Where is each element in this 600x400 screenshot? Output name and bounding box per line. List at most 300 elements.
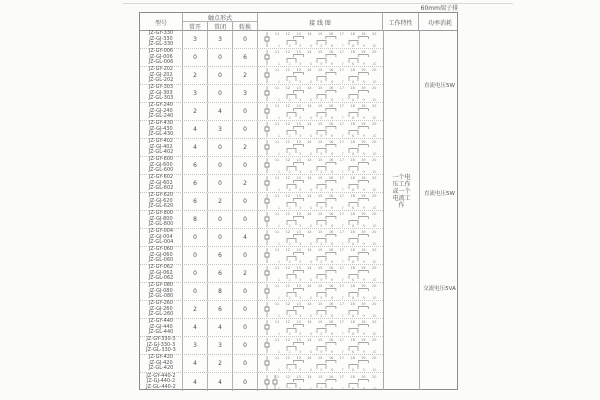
svg-text:15: 15 bbox=[318, 230, 323, 234]
svg-text:16: 16 bbox=[328, 50, 334, 54]
svg-text:16: 16 bbox=[328, 68, 334, 72]
svg-text:13: 13 bbox=[296, 230, 301, 234]
table-row bbox=[140, 337, 383, 355]
svg-text:19: 19 bbox=[361, 176, 366, 180]
svg-text:1: 1 bbox=[277, 368, 281, 372]
svg-text:3: 3 bbox=[299, 350, 302, 354]
svg-text:14: 14 bbox=[307, 158, 312, 162]
wiring-diagram-svg bbox=[260, 103, 381, 120]
svg-text:6: 6 bbox=[330, 260, 334, 264]
svg-text:2: 2 bbox=[288, 206, 291, 210]
wiring-diagram-svg bbox=[260, 85, 381, 102]
svg-text:18: 18 bbox=[350, 32, 355, 36]
svg-text:12: 12 bbox=[285, 266, 290, 270]
header-normally-open: 常开 bbox=[183, 22, 208, 31]
svg-text:11: 11 bbox=[274, 356, 280, 360]
svg-text:19: 19 bbox=[361, 374, 366, 379]
count-changeover: 0 bbox=[233, 157, 258, 174]
working-column bbox=[383, 31, 419, 390]
svg-text:2: 2 bbox=[288, 332, 291, 336]
svg-text:3: 3 bbox=[299, 224, 302, 228]
model-number: JZ-GL-420 bbox=[148, 365, 174, 372]
svg-text:9: 9 bbox=[362, 206, 365, 210]
count-normally-open: 2 bbox=[183, 103, 208, 120]
svg-text:4: 4 bbox=[309, 98, 312, 102]
svg-text:5: 5 bbox=[320, 242, 323, 246]
svg-text:13: 13 bbox=[296, 86, 301, 90]
table-row bbox=[140, 193, 383, 211]
svg-text:16: 16 bbox=[328, 212, 334, 216]
svg-text:9: 9 bbox=[362, 314, 365, 318]
count-normally-closed: 0 bbox=[208, 49, 233, 66]
svg-text:3: 3 bbox=[299, 242, 302, 246]
svg-text:13: 13 bbox=[296, 374, 301, 379]
model-number: JZ-GY-240 bbox=[148, 102, 174, 109]
count-changeover: 0 bbox=[233, 301, 258, 318]
svg-text:18: 18 bbox=[350, 212, 355, 216]
model-number: JZ-GL-006 bbox=[148, 59, 174, 66]
svg-text:1: 1 bbox=[277, 206, 281, 210]
count-changeover: 0 bbox=[233, 211, 258, 228]
model-number: JZ-GL-600 bbox=[148, 167, 174, 174]
svg-text:11: 11 bbox=[274, 50, 280, 54]
svg-text:16: 16 bbox=[328, 338, 334, 342]
svg-text:20: 20 bbox=[372, 86, 377, 90]
wiring-diagram-cell bbox=[258, 301, 383, 318]
svg-text:12: 12 bbox=[285, 50, 290, 54]
svg-text:13: 13 bbox=[296, 176, 301, 180]
svg-text:18: 18 bbox=[350, 68, 355, 72]
model-number: JZ-GL-330-3 bbox=[146, 347, 176, 354]
svg-text:3: 3 bbox=[299, 296, 302, 300]
model-number: JZ-GJ-330-3 bbox=[146, 341, 176, 348]
table-row bbox=[140, 85, 383, 103]
header-changeover: 转换 bbox=[233, 22, 258, 31]
svg-text:20: 20 bbox=[372, 248, 377, 252]
svg-text:8: 8 bbox=[352, 296, 355, 300]
table-row bbox=[140, 67, 383, 85]
count-normally-closed: 0 bbox=[208, 67, 233, 84]
model-number: JZ-GY-402 bbox=[148, 138, 174, 145]
svg-text:20: 20 bbox=[372, 68, 377, 72]
svg-text:4: 4 bbox=[309, 152, 312, 156]
svg-text:5: 5 bbox=[320, 152, 323, 156]
svg-text:1: 1 bbox=[277, 80, 281, 84]
svg-text:8: 8 bbox=[352, 98, 355, 102]
svg-text:6: 6 bbox=[330, 314, 334, 318]
model-number: JZ-GJ-060 bbox=[149, 251, 173, 258]
svg-text:12: 12 bbox=[285, 374, 290, 379]
model-number: JZ-GL-240 bbox=[148, 113, 174, 120]
svg-text:14: 14 bbox=[307, 212, 312, 216]
header-normally-closed: 常闭 bbox=[208, 22, 233, 31]
svg-text:15: 15 bbox=[318, 140, 323, 144]
svg-text:19: 19 bbox=[361, 122, 366, 126]
svg-text:7: 7 bbox=[341, 188, 344, 192]
svg-text:17: 17 bbox=[339, 104, 344, 108]
model-cell bbox=[140, 193, 183, 210]
count-normally-open: 4 bbox=[183, 319, 208, 336]
svg-text:4: 4 bbox=[309, 368, 312, 372]
svg-text:13: 13 bbox=[296, 212, 301, 216]
svg-text:9: 9 bbox=[362, 368, 365, 372]
svg-text:7: 7 bbox=[341, 278, 344, 282]
wiring-diagram-svg bbox=[260, 67, 381, 84]
wiring-diagram-svg bbox=[260, 265, 381, 282]
svg-text:12: 12 bbox=[285, 86, 290, 90]
model-cell bbox=[140, 211, 183, 228]
header-power: 功率消耗 bbox=[427, 19, 452, 27]
svg-text:3: 3 bbox=[299, 170, 302, 174]
svg-text:10: 10 bbox=[372, 44, 377, 48]
svg-text:17: 17 bbox=[339, 140, 344, 144]
svg-text:12: 12 bbox=[285, 32, 290, 36]
model-cell bbox=[140, 229, 183, 246]
svg-text:1: 1 bbox=[277, 314, 281, 318]
svg-text:11: 11 bbox=[274, 176, 280, 180]
svg-text:20: 20 bbox=[372, 266, 377, 270]
svg-text:4: 4 bbox=[309, 278, 312, 282]
svg-text:2: 2 bbox=[288, 44, 291, 48]
count-changeover: 0 bbox=[233, 31, 258, 48]
model-number: JZ-GJ-260 bbox=[149, 305, 173, 312]
model-cell bbox=[140, 103, 183, 120]
count-normally-closed: 3 bbox=[208, 121, 233, 138]
svg-text:8: 8 bbox=[352, 170, 355, 174]
svg-text:14: 14 bbox=[307, 68, 312, 72]
svg-text:4: 4 bbox=[309, 170, 312, 174]
svg-text:19: 19 bbox=[361, 320, 366, 324]
svg-text:13: 13 bbox=[296, 68, 301, 72]
model-number: JZ-GY-303 bbox=[148, 84, 174, 91]
svg-text:5: 5 bbox=[320, 134, 323, 138]
svg-text:14: 14 bbox=[307, 50, 312, 54]
svg-text:19: 19 bbox=[361, 266, 366, 270]
model-cell bbox=[140, 49, 183, 66]
svg-text:5: 5 bbox=[320, 80, 323, 84]
svg-text:10: 10 bbox=[372, 350, 377, 354]
count-changeover: 2 bbox=[233, 139, 258, 156]
svg-text:9: 9 bbox=[362, 296, 365, 300]
table-row bbox=[140, 319, 383, 337]
count-changeover: 0 bbox=[233, 337, 258, 354]
model-number: JZ-GJ-004 bbox=[149, 233, 173, 240]
table-row bbox=[140, 103, 383, 121]
model-number: JZ-GJ-240 bbox=[149, 107, 173, 114]
svg-text:7: 7 bbox=[341, 206, 344, 210]
svg-text:10: 10 bbox=[372, 368, 377, 372]
table-row bbox=[140, 175, 383, 193]
svg-text:8: 8 bbox=[352, 134, 355, 138]
svg-text:5: 5 bbox=[320, 368, 323, 372]
svg-text:2: 2 bbox=[288, 98, 291, 102]
svg-text:9: 9 bbox=[362, 62, 365, 66]
wiring-diagram-cell bbox=[258, 121, 383, 138]
svg-text:13: 13 bbox=[296, 104, 301, 108]
spec-table bbox=[139, 12, 458, 390]
count-normally-open: 3 bbox=[183, 85, 208, 102]
svg-text:17: 17 bbox=[339, 230, 344, 234]
svg-text:9: 9 bbox=[362, 350, 365, 354]
svg-text:18: 18 bbox=[350, 338, 355, 342]
count-normally-open: 4 bbox=[183, 121, 208, 138]
svg-text:3: 3 bbox=[299, 44, 302, 48]
svg-text:6: 6 bbox=[330, 296, 334, 300]
svg-text:20: 20 bbox=[372, 140, 377, 144]
svg-text:1: 1 bbox=[277, 188, 281, 192]
model-number: JZ-GY-800 bbox=[148, 210, 174, 217]
count-normally-open: 8 bbox=[183, 211, 208, 228]
model-number: JZ-GJ-062 bbox=[149, 269, 173, 276]
model-cell bbox=[140, 85, 183, 102]
svg-text:16: 16 bbox=[328, 104, 334, 108]
model-number: JZ-GL-620 bbox=[148, 203, 174, 210]
svg-text:6: 6 bbox=[330, 242, 334, 246]
model-number: JZ-GY-006 bbox=[148, 48, 174, 55]
count-changeover: 0 bbox=[233, 247, 258, 264]
model-number: JZ-GL-202 bbox=[148, 77, 174, 84]
svg-text:17: 17 bbox=[339, 176, 344, 180]
svg-text:2: 2 bbox=[288, 368, 291, 372]
svg-text:11: 11 bbox=[274, 302, 280, 306]
svg-text:7: 7 bbox=[341, 314, 344, 318]
model-number: JZ-GJ-420 bbox=[149, 359, 173, 366]
table-row bbox=[140, 211, 383, 229]
svg-text:5: 5 bbox=[320, 332, 323, 336]
svg-text:17: 17 bbox=[339, 284, 344, 288]
svg-text:2: 2 bbox=[288, 278, 291, 282]
svg-text:10: 10 bbox=[372, 116, 377, 120]
svg-text:1: 1 bbox=[277, 332, 281, 336]
svg-text:9: 9 bbox=[362, 134, 365, 138]
model-number: JZ-GY-440 bbox=[148, 318, 174, 325]
count-normally-closed: 0 bbox=[208, 139, 233, 156]
count-normally-open: 4 bbox=[183, 355, 208, 372]
model-number: JZ-GY-060 bbox=[148, 246, 174, 253]
svg-text:11: 11 bbox=[274, 158, 280, 162]
svg-text:10: 10 bbox=[372, 188, 377, 192]
svg-text:16: 16 bbox=[328, 122, 334, 126]
svg-text:8: 8 bbox=[352, 350, 355, 354]
svg-text:20: 20 bbox=[372, 212, 377, 216]
header-wiring: 接 线 图 bbox=[258, 13, 383, 31]
wiring-diagram-svg bbox=[260, 31, 381, 48]
wiring-diagram-svg bbox=[260, 211, 381, 228]
wiring-diagram-svg bbox=[260, 374, 381, 391]
svg-text:12: 12 bbox=[285, 158, 290, 162]
svg-text:7: 7 bbox=[341, 116, 344, 120]
wiring-diagram-svg bbox=[260, 301, 381, 318]
model-number: JZ-GJ-330 bbox=[149, 35, 173, 42]
count-normally-closed: 6 bbox=[208, 247, 233, 264]
wiring-diagram-svg bbox=[260, 139, 381, 156]
svg-text:16: 16 bbox=[328, 176, 334, 180]
count-normally-closed: 6 bbox=[208, 265, 233, 282]
svg-text:5: 5 bbox=[320, 224, 323, 228]
model-number: JZ-GL-602 bbox=[148, 185, 174, 192]
model-number: JZ-GJ-402 bbox=[149, 143, 173, 150]
wiring-diagram-cell bbox=[258, 157, 383, 174]
wiring-diagram-cell bbox=[258, 103, 383, 120]
svg-text:19: 19 bbox=[361, 158, 366, 162]
svg-text:6: 6 bbox=[330, 350, 334, 354]
svg-text:3: 3 bbox=[299, 314, 302, 318]
model-number: JZ-GL-800 bbox=[148, 221, 174, 228]
count-normally-closed: 6 bbox=[208, 301, 233, 318]
svg-text:7: 7 bbox=[341, 134, 344, 138]
svg-text:7: 7 bbox=[341, 368, 344, 372]
svg-text:19: 19 bbox=[361, 86, 366, 90]
svg-text:4: 4 bbox=[309, 206, 312, 210]
svg-text:10: 10 bbox=[372, 170, 377, 174]
svg-text:6: 6 bbox=[330, 98, 334, 102]
svg-text:5: 5 bbox=[320, 350, 323, 354]
svg-text:17: 17 bbox=[339, 122, 344, 126]
model-cell bbox=[140, 301, 183, 318]
svg-text:20: 20 bbox=[372, 338, 377, 342]
svg-text:2: 2 bbox=[288, 170, 291, 174]
svg-text:19: 19 bbox=[361, 50, 366, 54]
svg-text:17: 17 bbox=[339, 86, 344, 90]
svg-text:15: 15 bbox=[318, 158, 323, 162]
svg-text:12: 12 bbox=[285, 230, 290, 234]
svg-text:8: 8 bbox=[352, 62, 355, 66]
svg-text:20: 20 bbox=[372, 356, 377, 360]
count-changeover: 2 bbox=[233, 175, 258, 192]
svg-text:2: 2 bbox=[288, 62, 291, 66]
svg-text:6: 6 bbox=[330, 134, 334, 138]
svg-text:4: 4 bbox=[309, 134, 312, 138]
model-number: JZ-GL-430 bbox=[148, 131, 174, 138]
svg-text:10: 10 bbox=[372, 224, 377, 228]
svg-text:13: 13 bbox=[296, 122, 301, 126]
svg-text:14: 14 bbox=[307, 248, 312, 252]
svg-text:18: 18 bbox=[350, 302, 355, 306]
svg-text:13: 13 bbox=[296, 284, 301, 288]
model-number: JZ-GJ-202 bbox=[149, 71, 173, 78]
svg-text:14: 14 bbox=[307, 374, 312, 379]
wiring-diagram-cell bbox=[258, 355, 383, 372]
wiring-diagram-svg bbox=[260, 355, 381, 372]
wiring-diagram-svg bbox=[260, 121, 381, 138]
count-changeover: 0 bbox=[233, 373, 258, 391]
svg-text:18: 18 bbox=[350, 320, 355, 324]
svg-text:15: 15 bbox=[318, 356, 323, 360]
svg-text:9: 9 bbox=[362, 188, 365, 192]
svg-text:20: 20 bbox=[372, 50, 377, 54]
svg-text:17: 17 bbox=[339, 266, 344, 270]
svg-text:6: 6 bbox=[330, 152, 334, 156]
svg-text:18: 18 bbox=[350, 50, 355, 54]
svg-text:2: 2 bbox=[288, 224, 291, 228]
svg-text:1: 1 bbox=[277, 134, 281, 138]
model-cell bbox=[140, 139, 183, 156]
svg-text:16: 16 bbox=[328, 230, 334, 234]
svg-text:12: 12 bbox=[285, 68, 290, 72]
table-row bbox=[140, 229, 383, 247]
svg-text:14: 14 bbox=[307, 284, 312, 288]
svg-text:10: 10 bbox=[372, 314, 377, 318]
svg-text:18: 18 bbox=[350, 284, 355, 288]
table-row bbox=[140, 157, 383, 175]
svg-text:3: 3 bbox=[299, 386, 302, 391]
svg-text:6: 6 bbox=[330, 62, 334, 66]
svg-text:18: 18 bbox=[350, 86, 355, 90]
svg-text:13: 13 bbox=[296, 356, 301, 360]
svg-text:5: 5 bbox=[320, 206, 323, 210]
svg-text:11: 11 bbox=[274, 122, 280, 126]
svg-text:2: 2 bbox=[288, 386, 291, 391]
svg-text:19: 19 bbox=[361, 248, 366, 252]
model-number: JZ-GL-004 bbox=[148, 239, 174, 246]
svg-text:4: 4 bbox=[309, 188, 312, 192]
svg-text:7: 7 bbox=[341, 62, 344, 66]
svg-text:6: 6 bbox=[330, 386, 334, 391]
svg-text:10: 10 bbox=[372, 260, 377, 264]
count-normally-open: 0 bbox=[183, 229, 208, 246]
svg-text:2: 2 bbox=[288, 296, 291, 300]
svg-text:17: 17 bbox=[339, 194, 344, 198]
svg-text:19: 19 bbox=[361, 32, 366, 36]
svg-text:3: 3 bbox=[299, 332, 302, 336]
svg-text:3: 3 bbox=[299, 134, 302, 138]
header-model: 型号 bbox=[140, 13, 183, 31]
svg-text:19: 19 bbox=[361, 356, 366, 360]
svg-text:2: 2 bbox=[288, 134, 291, 138]
svg-text:1: 1 bbox=[277, 386, 281, 391]
svg-text:6: 6 bbox=[330, 170, 334, 174]
svg-text:18: 18 bbox=[350, 194, 355, 198]
svg-text:15: 15 bbox=[318, 212, 323, 216]
svg-text:13: 13 bbox=[296, 194, 301, 198]
svg-text:9: 9 bbox=[362, 386, 365, 391]
svg-text:14: 14 bbox=[307, 86, 312, 90]
svg-text:17: 17 bbox=[339, 68, 344, 72]
count-normally-open: 0 bbox=[183, 49, 208, 66]
svg-text:13: 13 bbox=[296, 302, 301, 306]
svg-text:17: 17 bbox=[339, 338, 344, 342]
model-number: JZ-GJ-600 bbox=[149, 161, 173, 168]
svg-text:12: 12 bbox=[285, 194, 290, 198]
model-number: JZ-GY-080 bbox=[148, 282, 174, 289]
svg-text:20: 20 bbox=[372, 374, 377, 379]
svg-text:7: 7 bbox=[341, 260, 344, 264]
svg-text:1: 1 bbox=[277, 242, 281, 246]
svg-text:4: 4 bbox=[309, 260, 312, 264]
svg-text:12: 12 bbox=[285, 122, 290, 126]
svg-text:4: 4 bbox=[309, 62, 312, 66]
model-number: JZ-GJ-440-2 bbox=[146, 378, 176, 385]
svg-text:8: 8 bbox=[352, 278, 355, 282]
svg-text:6: 6 bbox=[330, 206, 334, 210]
count-changeover: 0 bbox=[233, 319, 258, 336]
count-changeover: 6 bbox=[233, 49, 258, 66]
wiring-diagram-cell bbox=[258, 67, 383, 84]
count-changeover: 0 bbox=[233, 193, 258, 210]
svg-text:3: 3 bbox=[299, 80, 302, 84]
svg-text:1: 1 bbox=[277, 116, 281, 120]
svg-text:16: 16 bbox=[328, 266, 334, 270]
svg-text:7: 7 bbox=[341, 350, 344, 354]
svg-text:16: 16 bbox=[328, 248, 334, 252]
svg-text:16: 16 bbox=[328, 374, 334, 379]
power-note-ac: 交流电压5VA bbox=[423, 286, 456, 292]
svg-text:10: 10 bbox=[372, 80, 377, 84]
svg-text:12: 12 bbox=[285, 212, 290, 216]
model-number: JZ-GY-430 bbox=[148, 120, 174, 127]
count-normally-open: 0 bbox=[183, 247, 208, 264]
power-column bbox=[419, 31, 459, 390]
